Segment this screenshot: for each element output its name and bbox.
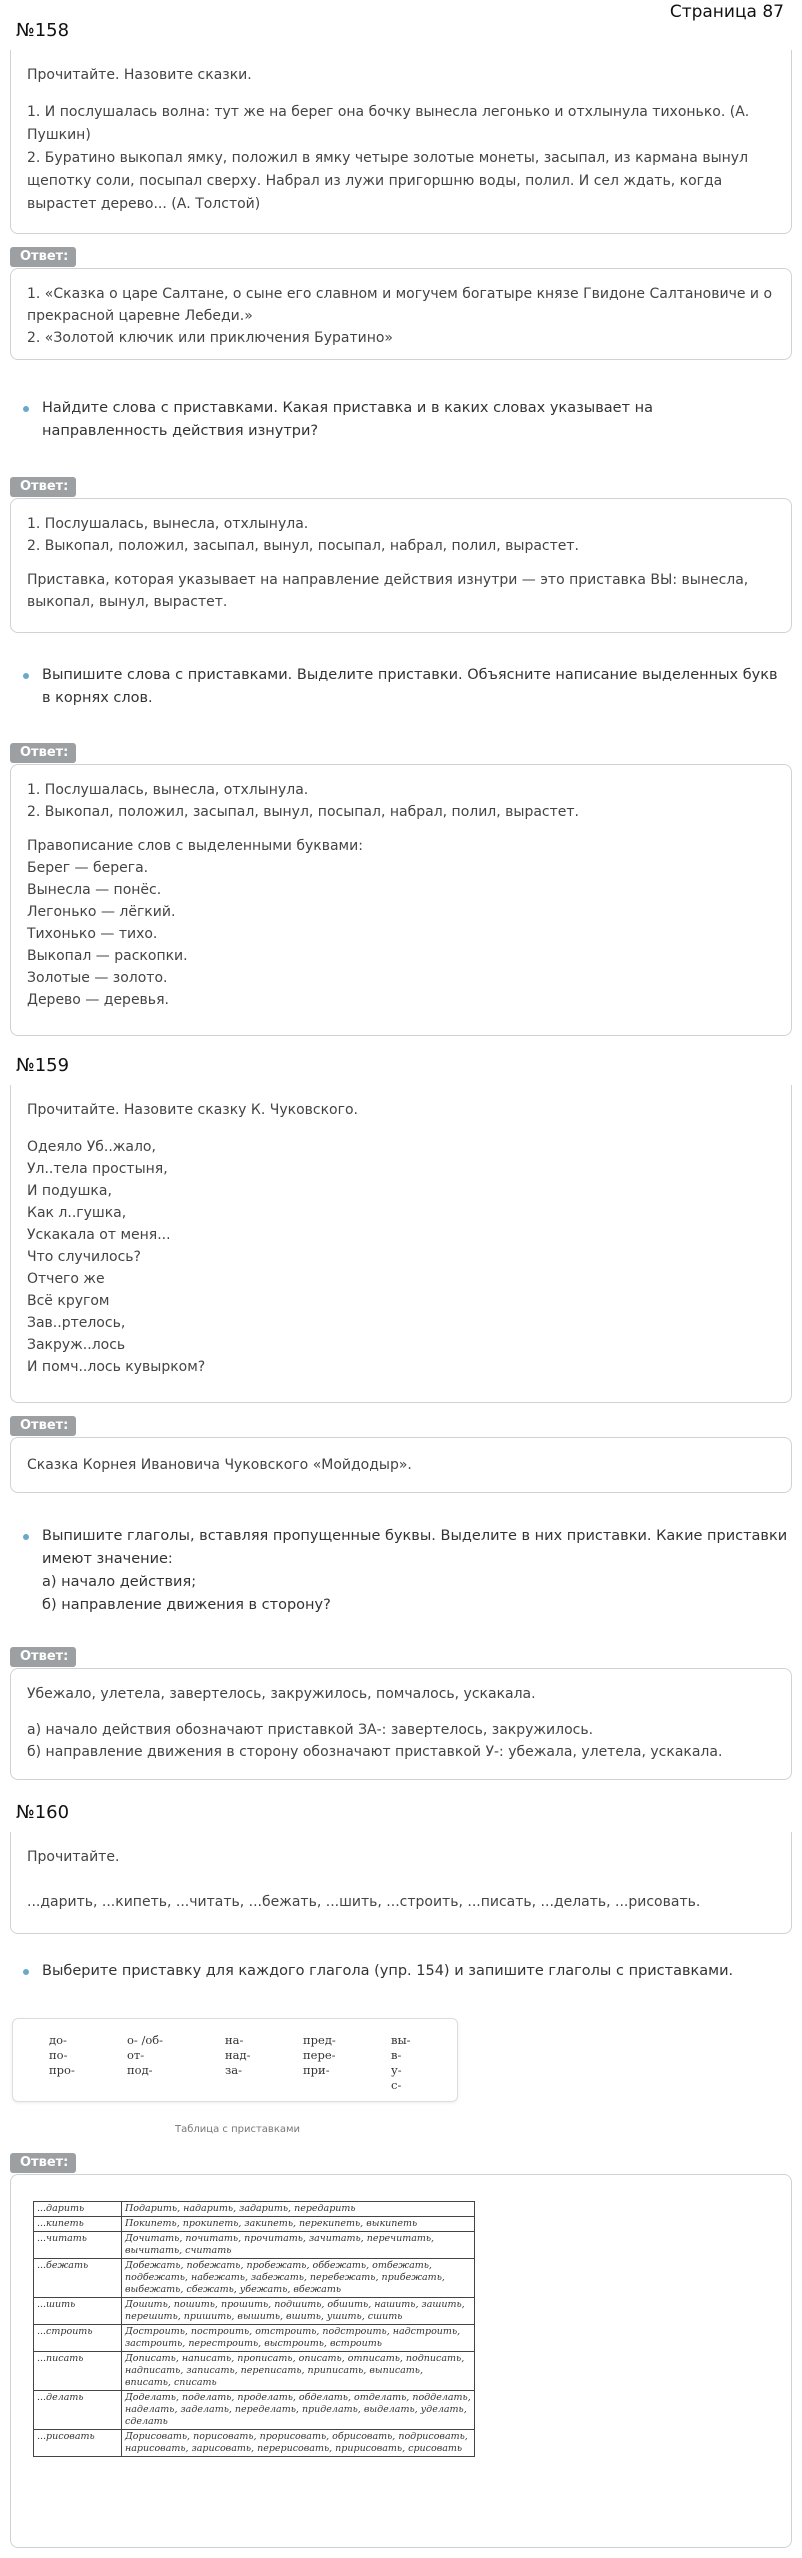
question-bullet: Выберите приставку для каждого глагола (упр. 154) и запишите глаголы с приставками. bbox=[20, 1960, 780, 1983]
spelling-line: Тихонько — тихо. bbox=[27, 926, 158, 942]
poem-line: Зав..ртелось, bbox=[27, 1315, 126, 1331]
answer-line: Убежало, улетела, завертелось, закружилось, помчалось, ускакала. bbox=[27, 1686, 536, 1702]
page-number: Страница 87 bbox=[669, 2, 784, 22]
table-row bbox=[34, 2298, 475, 2325]
table-row bbox=[34, 2430, 475, 2457]
text-line: вырастет дерево... (А. Толстой) bbox=[27, 196, 261, 212]
task-box-159 bbox=[10, 1085, 792, 1403]
prefix: о- /об- bbox=[127, 2033, 164, 2047]
answer-badge: Ответ: bbox=[10, 477, 76, 497]
table-row bbox=[34, 2259, 475, 2298]
question-line: имеют значение: bbox=[42, 1551, 173, 1567]
table-cell: Дописать, написать, прописать, описать, отписать, подписать, надписать, записать, переписать, приписать, выписать, вписать, списать bbox=[122, 2352, 475, 2391]
table-row bbox=[34, 2391, 475, 2430]
answer-line: 1. Послушалась, вынесла, отхлынула. bbox=[27, 516, 309, 532]
verb-list: ...дарить, ...кипеть, ...читать, ...бежать, ...шить, ...строить, ...писать, ...делать, ...рисовать. bbox=[27, 1894, 701, 1910]
exercise-number-160: №160 bbox=[16, 1802, 70, 1823]
answer-line: б) направление движения в сторону обозначают приставкой У-: убежала, улетела, ускакала. bbox=[27, 1744, 723, 1760]
table-cell: ...дарить bbox=[34, 2202, 122, 2217]
prefix-table bbox=[37, 2031, 423, 2095]
prefix: у- bbox=[391, 2063, 402, 2077]
prefix: про- bbox=[49, 2063, 75, 2077]
answer-line: 2. Выкопал, положил, засыпал, вынул, посыпал, набрал, полил, вырастет. bbox=[27, 538, 579, 554]
poem-line: Ул..тела простыня, bbox=[27, 1161, 168, 1177]
answer-badge: Ответ: bbox=[10, 743, 76, 763]
text-line: Пушкин) bbox=[27, 127, 91, 143]
table-cell: Доделать, поделать, проделать, обделать, отделать, подделать, наделать, заделать, переделать, приделать, выделать, уделать, сделать bbox=[122, 2391, 475, 2430]
exercise-number-159: №159 bbox=[16, 1055, 70, 1076]
answer-note: Приставка, которая указывает на направление действия изнутри — это приставка ВЫ: вынесла, выкопал, вынул, вырастет. bbox=[27, 572, 749, 610]
task-heading: Прочитайте. bbox=[27, 1849, 120, 1865]
table-cell: Покипеть, прокипеть, закипеть, перекипеть, выкипеть bbox=[122, 2217, 475, 2232]
task-heading: Прочитайте. Назовите сказки. bbox=[27, 67, 252, 83]
answer-badge: Ответ: bbox=[10, 1416, 76, 1436]
text-line: щепотку соли, посыпал сверху. Набрал из лужи пригоршню воды, полил. И сел ждать, когда bbox=[27, 173, 723, 189]
spelling-line: Вынесла — понёс. bbox=[27, 882, 162, 898]
answer-line: а) начало действия обозначают приставкой ЗА-: завертелось, закружилось. bbox=[27, 1722, 594, 1738]
answer-line: 2. Выкопал, положил, засыпал, вынул, посыпал, набрал, полил, вырастет. bbox=[27, 804, 579, 820]
task-box-160 bbox=[10, 1832, 792, 1934]
answer-line: 1. «Сказка о царе Салтане, о сыне его славном и могучем богатыре князе Гвидоне Салтановиче и о bbox=[27, 286, 773, 302]
poem-line: Отчего же bbox=[27, 1271, 105, 1287]
image-caption: Таблица с приставками bbox=[175, 2124, 301, 2135]
table-row bbox=[34, 2202, 475, 2217]
table-cell: Дорисовать, порисовать, прорисовать, обрисовать, подрисовать, нарисовать, зарисовать, перерисовать, пририсовать, срисовать bbox=[122, 2430, 475, 2457]
spelling-line: Золотые — золото. bbox=[27, 970, 168, 986]
task-box-158 bbox=[10, 50, 792, 234]
poem-line: Что случилось? bbox=[27, 1249, 141, 1265]
question-line: б) направление движения в сторону? bbox=[42, 1597, 331, 1613]
poem-line: Ускакала от меня... bbox=[27, 1227, 171, 1243]
prefix: при- bbox=[303, 2063, 330, 2077]
answer-box bbox=[10, 2174, 792, 2548]
poem-line: И помч..лось кувырком? bbox=[27, 1359, 206, 1375]
table-cell: ...шить bbox=[34, 2298, 122, 2325]
prefix: пред- bbox=[303, 2033, 336, 2047]
question-line: а) начало действия; bbox=[42, 1574, 197, 1590]
prefix-table-image bbox=[12, 2018, 458, 2102]
prefix: до- bbox=[49, 2033, 67, 2047]
spelling-line: Выкопал — раскопки. bbox=[27, 948, 188, 964]
text-line: 2. Буратино выкопал ямку, положил в ямку четыре золотые монеты, засыпал, из кармана вынул bbox=[27, 150, 749, 166]
prefix: пере- bbox=[303, 2048, 336, 2062]
table-cell: ...читать bbox=[34, 2232, 122, 2259]
answer-badge: Ответ: bbox=[10, 2153, 76, 2173]
table-cell: ...кипеть bbox=[34, 2217, 122, 2232]
prefix: от- bbox=[127, 2048, 145, 2062]
answer-box bbox=[10, 764, 792, 1036]
table-cell: Подарить, надарить, задарить, передарить bbox=[122, 2202, 475, 2217]
table-cell: ...рисовать bbox=[34, 2430, 122, 2457]
table-row bbox=[34, 2232, 475, 2259]
table-cell: ...бежать bbox=[34, 2259, 122, 2298]
prefix: с- bbox=[391, 2078, 402, 2092]
question-bullet: Найдите слова с приставками. Какая приставка и в каких словах указывает на направленность действия изнутри? bbox=[20, 397, 780, 443]
text-line: 1. И послушалась волна: тут же на берег она бочку вынесла легонько и отхлынула тихонько. (А. bbox=[27, 104, 750, 120]
table-cell: Дошить, пошить, прошить, подшить, обшить, нашить, зашить, перешить, пришить, вышить, вшить, ушить, сшить bbox=[122, 2298, 475, 2325]
table-cell: ...писать bbox=[34, 2352, 122, 2391]
answer-box bbox=[10, 1437, 792, 1493]
poem bbox=[27, 1136, 775, 1378]
exercise-number-158: №158 bbox=[16, 20, 70, 41]
question-line: Выпишите глаголы, вставляя пропущенные буквы. Выделите в них приставки. Какие приставки bbox=[42, 1528, 788, 1544]
poem-line: Одеяло Уб..жало, bbox=[27, 1139, 156, 1155]
poem-line: И подушка, bbox=[27, 1183, 112, 1199]
poem-line: Всё кругом bbox=[27, 1293, 110, 1309]
prefix: в- bbox=[391, 2048, 402, 2062]
table-cell: ...делать bbox=[34, 2391, 122, 2430]
prefix: под- bbox=[127, 2063, 153, 2077]
table-row bbox=[34, 2217, 475, 2232]
answer-line: прекрасной царевне Лебеди.» bbox=[27, 308, 253, 324]
task-heading: Прочитайте. Назовите сказку К. Чуковского. bbox=[27, 1102, 358, 1118]
prefix: вы- bbox=[391, 2033, 411, 2047]
table-cell: Добежать, побежать, пробежать, оббежать, отбежать, подбежать, набежать, забежать, перебежать, прибежать, выбежать, сбежать, убежать, вбежать bbox=[122, 2259, 475, 2298]
answer-line: 2. «Золотой ключик или приключения Буратино» bbox=[27, 330, 393, 346]
table-cell: Достроить, построить, отстроить, подстроить, надстроить, застроить, перестроить, выстроить, встроить bbox=[122, 2325, 475, 2352]
spelling-line: Правописание слов с выделенными буквами: bbox=[27, 838, 363, 854]
table-cell: ...строить bbox=[34, 2325, 122, 2352]
answer-table bbox=[33, 2201, 475, 2457]
answer-box bbox=[10, 268, 792, 360]
answer-line: 1. Послушалась, вынесла, отхлынула. bbox=[27, 782, 309, 798]
task-text bbox=[27, 101, 775, 216]
spelling-line: Берег — берега. bbox=[27, 860, 149, 876]
table-row bbox=[34, 2352, 475, 2391]
answer-box bbox=[10, 1668, 792, 1780]
poem-line: Закруж..лось bbox=[27, 1337, 126, 1353]
spelling-line: Дерево — деревья. bbox=[27, 992, 169, 1008]
question-bullet: Выпишите слова с приставками. Выделите приставки. Объясните написание выделенных букв в корнях слов. bbox=[20, 664, 780, 710]
answer-box bbox=[10, 498, 792, 633]
table-cell: Дочитать, почитать, прочитать, зачитать, перечитать, вычитать, считать bbox=[122, 2232, 475, 2259]
answer-line: Сказка Корнея Ивановича Чуковского «Мойдодыр». bbox=[27, 1457, 412, 1473]
prefix: над- bbox=[225, 2048, 251, 2062]
answer-badge: Ответ: bbox=[10, 1647, 76, 1667]
prefix: по- bbox=[49, 2048, 68, 2062]
prefix: на- bbox=[225, 2033, 244, 2047]
answer-badge: Ответ: bbox=[10, 247, 76, 267]
spelling-line: Легонько — лёгкий. bbox=[27, 904, 176, 920]
poem-line: Как л..гушка, bbox=[27, 1205, 127, 1221]
table-row bbox=[34, 2325, 475, 2352]
prefix: за- bbox=[225, 2063, 243, 2077]
question-bullet bbox=[20, 1525, 788, 1617]
